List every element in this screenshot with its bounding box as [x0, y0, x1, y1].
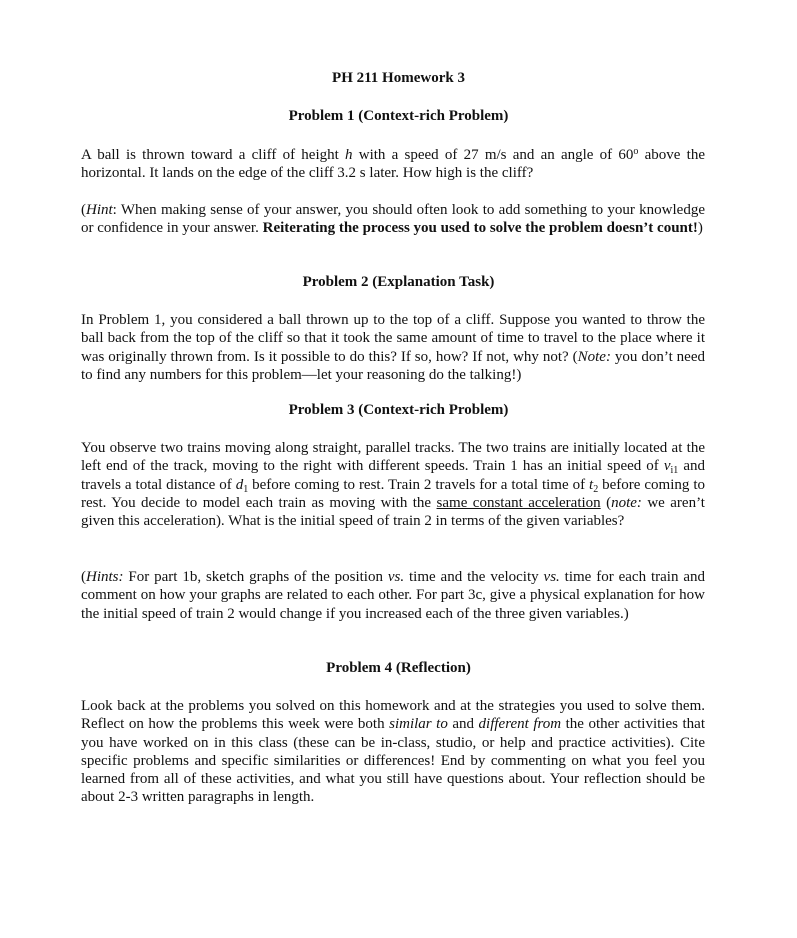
p3-text-c: before coming to rest. Train 2 travels for a total time of [248, 476, 590, 493]
hints-vs-1: vs. [387, 569, 405, 585]
p3-underlined: same constant acceleration [436, 494, 601, 511]
problem-2-heading: Problem 2 (Explanation Task) [302, 274, 495, 290]
p1-var-h: h [345, 147, 353, 163]
p3-var-d: d [235, 476, 244, 493]
problem-2-text [81, 311, 705, 384]
problem-4-text [81, 697, 705, 807]
hints-text-c: time for each train and comment on how your graphs are related to each other. For part 3c, give a physical explanation for how the initial speed of train 2 would change if you increased each of the three given variables.) [81, 569, 705, 622]
page-title: PH 211 Homework 3 [332, 70, 465, 86]
p4-text-a: Look back at the problems you solved on this homework and at the strategies you used to solve them. Reflect on how the problems this week were both [81, 698, 705, 733]
p3-text-f: we aren’t given this acceleration). What is the initial speed of train 2 in terms of the given variables? [81, 494, 705, 530]
p1-text-a: A ball is thrown toward a cliff of height [81, 147, 346, 163]
p1-text-b: with a speed of 27 m/s and an angle of 60 [352, 147, 634, 163]
p3-text-e: ( [600, 494, 612, 511]
problem-3-hints [81, 568, 705, 623]
p3-text-d: before coming to rest. You decide to model each train as moving with the [81, 476, 705, 511]
p3-text-b: and travels a total distance of [81, 458, 705, 493]
problem-3-text [81, 439, 705, 530]
hints-open: ( [81, 569, 86, 585]
hints-vs-2: vs. [543, 569, 560, 585]
p4-similar: similar to [389, 716, 448, 733]
p1-degree: o [633, 146, 639, 157]
p2-text-a: In Problem 1, you considered a ball thrown up to the top of a cliff. Suppose you wanted to throw the ball back from the top of the cliff so that it took the same amount of time to travel to the place where it was originally thrown from. Is it possible to do this? If so, how? If not, why not? ( [81, 312, 705, 365]
p4-text-b: and [447, 716, 479, 733]
p3-var-v: v [663, 458, 671, 475]
hint-close: ) [697, 220, 703, 237]
hint-open: ( [81, 202, 86, 218]
problem-1-heading: Problem 1 (Context-rich Problem) [288, 108, 509, 124]
problem-1-hint [81, 201, 705, 238]
p3-var-v-sub: i1 [670, 465, 679, 477]
hint-text: : When making sense of your answer, you should often look to add something to your knowledge or confidence in your answer. [81, 202, 705, 237]
p2-text-b: you don’t need to find any numbers for this problem—let your reasoning do the talking!) [81, 348, 706, 383]
p2-note-label: Note: [577, 348, 611, 365]
problem-1-text [81, 146, 705, 183]
p3-var-t-sub: 2 [593, 483, 599, 495]
p4-different: different from [478, 716, 562, 733]
hint-bold: Reiterating the process you used to solve the problem doesn’t count! [262, 220, 698, 237]
hints-text-b: time and the velocity [404, 569, 544, 585]
problem-4-heading: Problem 4 (Reflection) [326, 660, 471, 676]
p1-text-c: above the horizontal. It lands on the edge of the cliff 3.2 s later. How high is the cliff? [81, 147, 705, 182]
hints-text-a: For part 1b, sketch graphs of the position [123, 569, 388, 585]
p4-text-c: the other activities that you have worked on in this class (these can be in-class, studio, or help and practice activities). Cite specific problems and specific similarities or differences! End by commenting on what you feel you learned from all of these activities, and what you still have questions about. Your reflection should be about 2-3 written paragraphs in length. [81, 716, 705, 806]
p3-text-a: You observe two trains moving along straight, parallel tracks. The two trains are initially located at the left end of the track, moving to the right with different speeds. Train 1 has an initial speed of [81, 440, 705, 475]
p3-note-label: note: [611, 494, 642, 511]
hint-label: Hint [86, 202, 113, 218]
problem-3-heading: Problem 3 (Context-rich Problem) [288, 402, 509, 418]
p3-var-d-sub: 1 [243, 483, 249, 495]
p3-var-t: t [589, 476, 594, 493]
hints-label: Hints: [86, 569, 124, 585]
